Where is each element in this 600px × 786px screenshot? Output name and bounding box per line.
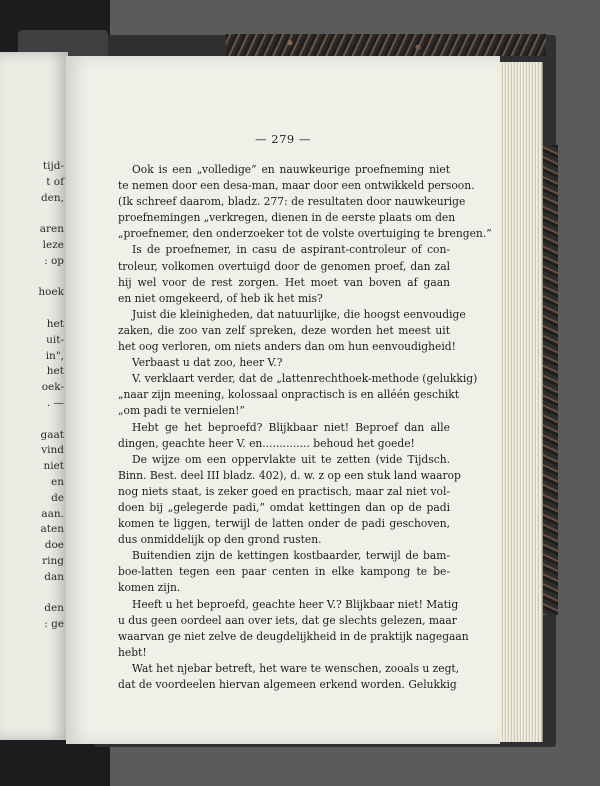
left-page-line: . — [46,397,64,409]
page-number: — 279 — [255,132,311,146]
text-line: Verbaast u dat zoo, heer V.? [132,356,283,370]
left-page-line: gaat [40,428,64,441]
left-page-line: aten [40,523,64,536]
right-page [66,56,500,744]
left-page-line: den, [40,191,64,204]
text-line: Buitendien zijn de kettingen kostbaarder, terwijl de bam- [132,549,450,563]
left-page-line: uit- [46,333,64,346]
text-line: Hebt ge het beproefd? Blijkbaar niet! Beproef dan alle [132,420,450,434]
left-page-line: ring [42,555,64,567]
left-page [0,52,68,740]
left-page-line: vind [41,444,64,457]
left-page-line: : ge [44,618,64,631]
text-line: „naar zijn meening, kolossaal onpractisch is en alléén geschikt [118,388,460,402]
left-page-line: het [46,365,64,378]
left-page-line: oek- [41,381,64,394]
left-page-line: t of [46,175,64,188]
text-line: V. verklaart verder, dat de „lattenrechthoek-methode (gelukkig) [132,372,478,386]
left-page-line: dan [44,570,64,583]
left-page-line: de [51,491,64,504]
text-line: „proefnemer, den onderzoeker tot de volste overtuiging te brengen.” [118,227,492,241]
text-line: dat de voordeelen hiervan algemeen erkend worden. Gelukkig [118,678,457,691]
left-page-line: tijd- [42,160,64,172]
text-line: Ook is een „volledige” en nauwkeurige proefneming niet [132,163,450,176]
page-stack-edges [498,62,543,742]
marbled-cover-edge-top [226,34,546,56]
left-page-line: leze [42,239,64,251]
left-page-line: : op [44,254,64,267]
left-page-line: aan. [41,507,64,520]
text-line: doen bij „gelegerde padi,” omdat kettingen dan op de padi [118,500,450,514]
text-line: „om padi te vernielen!” [118,404,245,418]
text-line: De wijze om een oppervlakte uit te zetten (vide Tijdsch. [132,452,450,466]
text-line: Juist die kleinigheden, dat natuurlijke, die hoogst eenvoudige [132,307,466,321]
text-line: komen te liggen, terwijl de latten onder de padi geschoven, [118,517,450,531]
left-page-line: den [44,602,64,615]
left-page-line: hoek [38,286,64,299]
text-line: nog niets staat, is zeker goed en practisch, maar zal niet vol- [118,484,450,498]
left-page-line: en [51,476,64,488]
text-line: Is de proefnemer, in casu de aspirant-controleur of con- [132,243,450,257]
text-line: proefnemingen „verkregen, dienen in de eerste plaats om den [118,211,456,225]
left-page-line: aren [39,223,64,236]
text-line: en niet omgekeerd, of heb ik het mis? [118,291,323,305]
text-line: hij wel voor de rest zorgen. Het moet van boven af gaan [118,275,450,289]
left-page-line: het [46,318,64,330]
page-body-text [118,162,492,693]
left-page-line: doe [44,539,64,552]
text-line: te nemen door een desa-man, maar door een ontwikkeld persoon. [118,179,475,193]
left-page-line: niet [43,460,64,473]
text-line: hebt! [118,645,147,659]
text-line: dus onmiddelijk op den grond rusten. [118,533,322,547]
text-line: u dus geen oordeel aan over iets, dat ge slechts gelezen, maar [118,613,457,627]
text-line: waarvan ge niet zelve de deugdelijkheid in de praktijk nagegaan [118,629,469,643]
text-line: troleur, volkomen overtuigd door de genomen proef, dan zal [118,259,450,273]
text-line: komen zijn. [118,581,181,595]
left-page-line: in", [45,349,64,362]
text-line: Binn. Best. deel III bladz. 402), d. w. z op een stuk land waarop [118,468,461,482]
text-line: zaken, die zoo van zelf spreken, deze worden het meest uit [118,323,450,337]
text-line: dingen, geachte heer V. en.............. behoud het goede! [118,436,415,450]
text-line: Wat het njebar betreft, het ware te wenschen, zooals u zegt, [132,661,460,675]
text-line: het oog verloren, om niets anders dan om hun eenvoudigheid! [118,340,456,354]
text-line: (Ik schreef daarom, bladz. 277: de resultaten door nauwkeurige [118,195,466,209]
text-line: boe-latten tegen een paar centen in elke kampong te be- [118,565,450,579]
text-line: Heeft u het beproefd, geachte heer V.? Blijkbaar niet! Matig [132,597,459,611]
